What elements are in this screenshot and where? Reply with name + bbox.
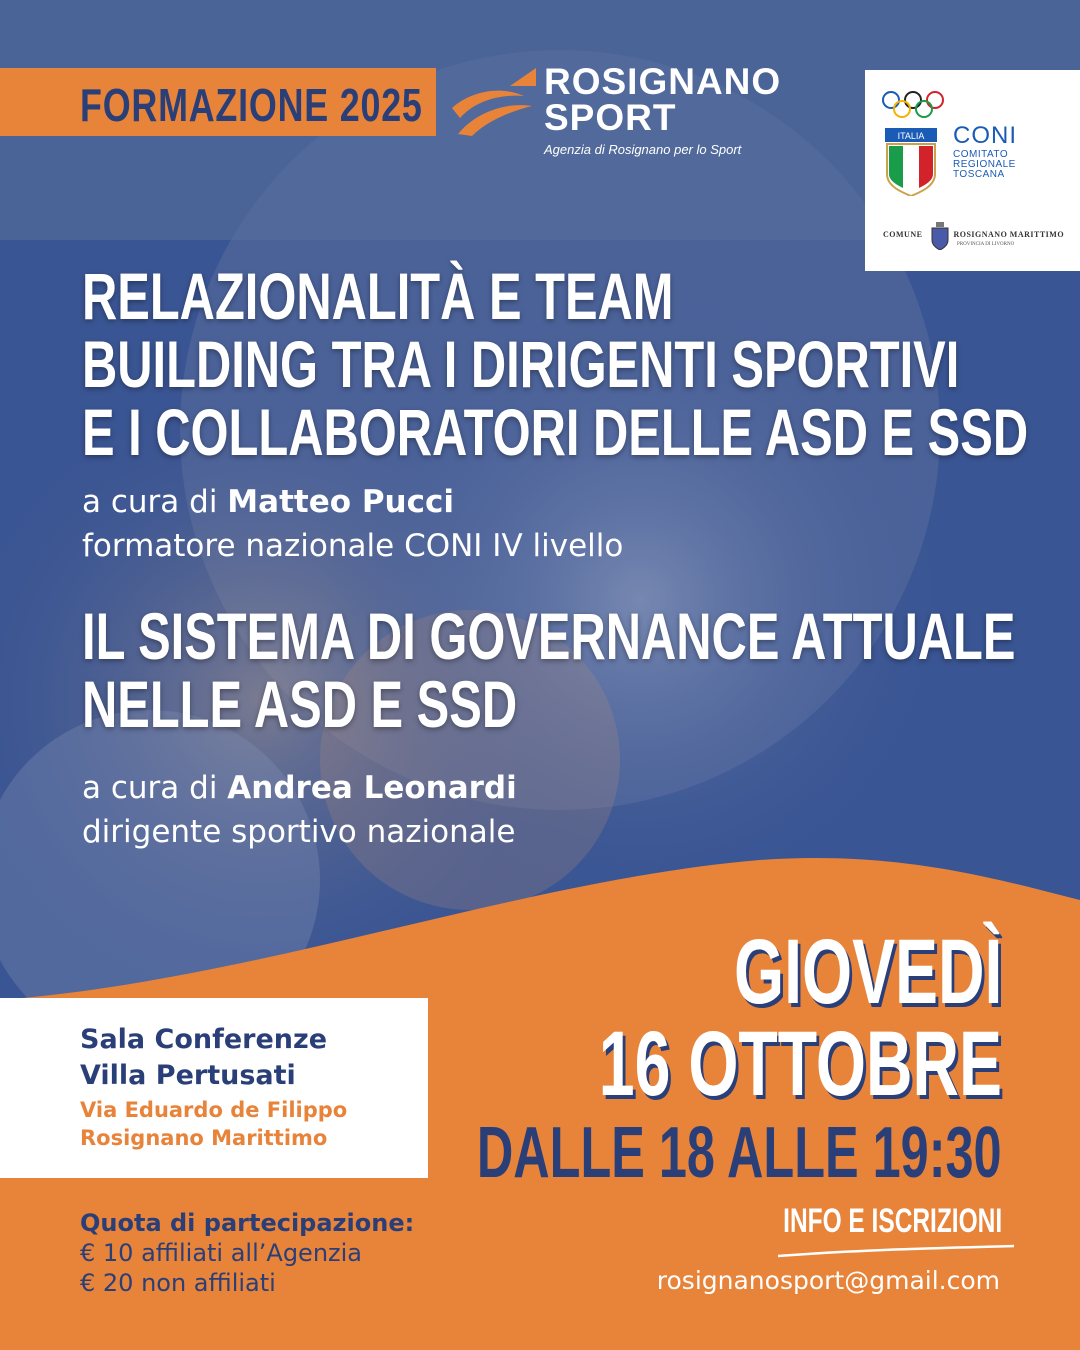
talk1-title-line-3: E I COLLABORATORI DELLE ASD E SSD [82, 395, 1029, 469]
rosignano-sport-logo-icon [452, 68, 536, 138]
fee-heading: Quota di partecipazione: [80, 1209, 415, 1237]
talk2-title-line-1: IL SISTEMA DI GOVERNANCE ATTUALE [82, 599, 1016, 673]
event-date: 16 OTTOBRE [598, 1013, 1002, 1115]
venue-address [80, 1096, 347, 1152]
coni-sub-line-1: COMITATO [953, 149, 1009, 160]
venue-box [0, 998, 428, 1178]
talk2-speaker-line [82, 766, 517, 810]
venue-line-2: Villa Pertusati [80, 1060, 296, 1091]
talk1-speaker: Matteo Pucci [227, 484, 454, 520]
talk2-by-prefix: a cura di [82, 770, 218, 806]
comune-crest-icon [931, 222, 949, 250]
talk1-speaker-line [82, 480, 454, 524]
contact-email[interactable]: rosignanosport@gmail.com [656, 1266, 1000, 1295]
talk2-title-line-2: NELLE ASD E SSD [82, 667, 518, 741]
olympic-rings-icon [881, 90, 945, 120]
venue-name [80, 1022, 327, 1094]
partner-logos [865, 70, 1080, 271]
formazione-label [0, 68, 436, 136]
coni-name: CONI [953, 122, 1017, 149]
brand-tagline: Agenzia di Rosignano per lo Sport [544, 142, 742, 157]
venue-line-3: Via Eduardo de Filippo [80, 1098, 348, 1122]
talk1-by-prefix: a cura di [82, 484, 218, 520]
event-day: GIOVEDÌ [733, 921, 1002, 1023]
coni-subtitle [953, 150, 1016, 180]
venue-line-1: Sala Conferenze [80, 1024, 328, 1055]
brand-name [544, 61, 782, 138]
coni-sub-line-2: REGIONALE [953, 159, 1016, 170]
talk1-title-line-2: BUILDING TRA I DIRIGENTI SPORTIVI [82, 327, 960, 401]
comune-province: PROVINCIA DI LIVORNO [957, 242, 1015, 247]
info-underline [776, 1244, 1016, 1258]
coni-sub-line-3: TOSCANA [953, 169, 1005, 180]
brand-line-1: ROSIGNANO [544, 61, 782, 102]
talk2-role: dirigente sportivo nazionale [82, 814, 516, 850]
comune-label [883, 230, 1064, 239]
brand-line-2: SPORT [544, 97, 677, 138]
talk1-title-line-1: RELAZIONALITÀ E TEAM [82, 259, 674, 333]
info-label: INFO E ISCRIZIONI [783, 1202, 1002, 1240]
event-time: DALLE 18 ALLE 19:30 [477, 1113, 1002, 1193]
italia-text: ITALIA [897, 131, 925, 141]
venue-line-4: Rosignano Marittimo [80, 1126, 328, 1150]
comune-right: ROSIGNANO MARITTIMO [953, 230, 1065, 239]
talk2-speaker: Andrea Leonardi [227, 770, 517, 806]
fee-line-2: € 20 non affiliati [80, 1269, 276, 1297]
formazione-text: FORMAZIONE 2025 [80, 79, 423, 131]
fee-line-1: € 10 affiliati all’Agenzia [80, 1239, 362, 1267]
comune-left: COMUNE [883, 230, 923, 239]
talk1-role: formatore nazionale CONI IV livello [82, 528, 624, 564]
fee-block [80, 1208, 414, 1298]
italia-shield-icon [885, 128, 937, 196]
